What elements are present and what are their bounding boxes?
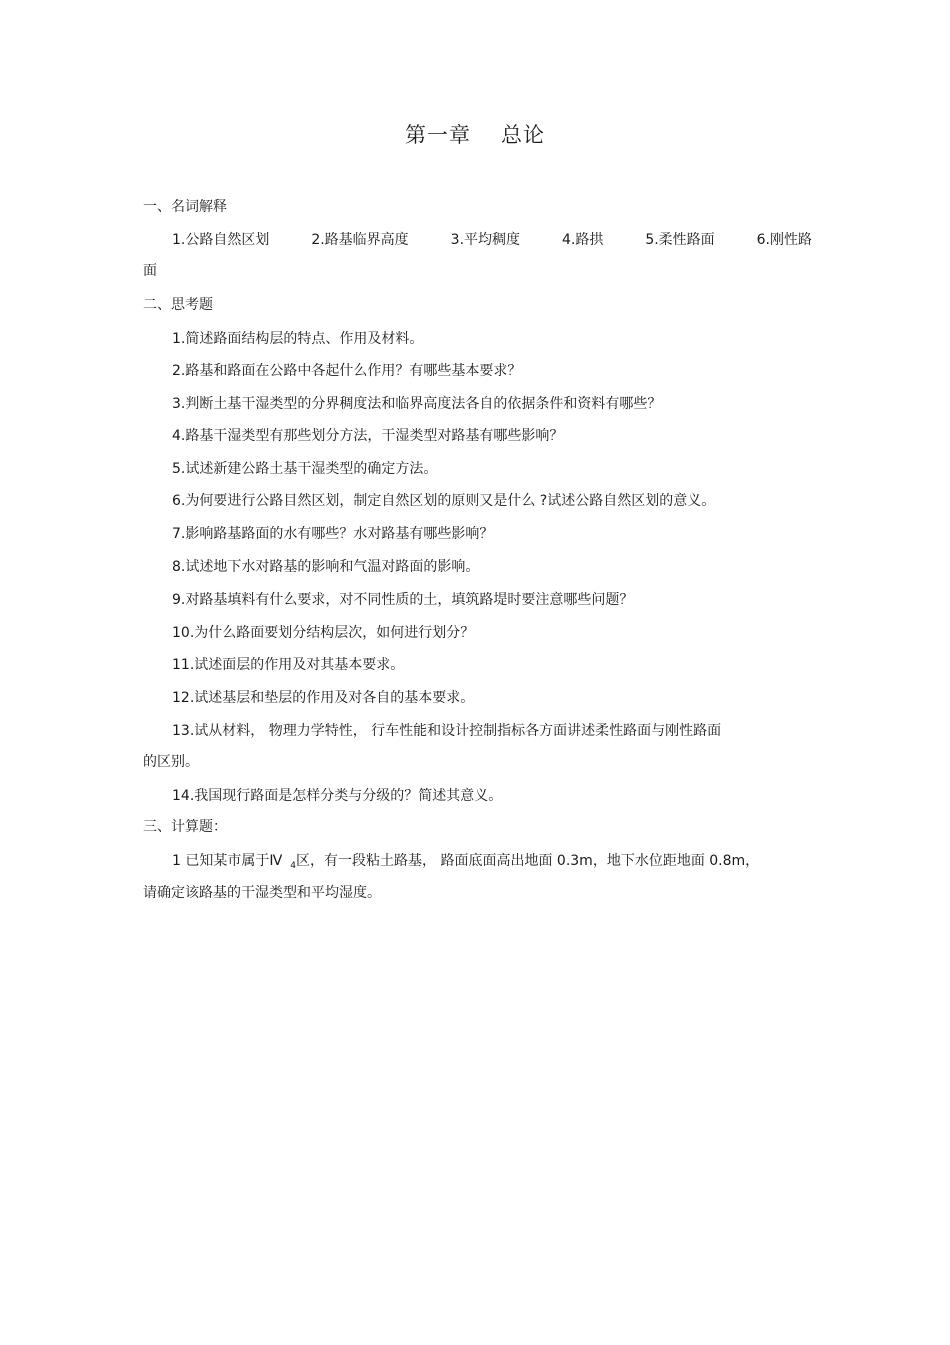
term-item: 5.柔性路面 [645,232,715,248]
section-heading-questions: 二、思考题 [143,297,213,313]
question-item: 7.影响路基路面的水有哪些？水对路基有哪些影响？ [172,526,494,542]
term-item: 1.公路自然区划 [172,232,270,248]
chapter-label: 第一章 [405,123,471,147]
section-heading-terms: 一、名词解释 [143,199,227,215]
chapter-name: 总论 [501,123,545,147]
calc-problem-line1 [172,852,759,875]
question-item: 5.试述新建公路土基干湿类型的确定方法。 [172,461,438,477]
question-item-wrap: 的区别。 [143,754,199,770]
term-item: 4.路拱 [561,232,604,248]
calc-problem-start: 1 已知某市属于Ⅳ [172,853,283,869]
question-item: 11.试述面层的作用及对其基本要求。 [172,657,405,673]
question-item: 4.路基干湿类型有那些划分方法，干湿类型对路基有哪些影响？ [172,428,564,444]
term-item: 2.路基临界高度 [311,232,409,248]
section-heading-calc: 三、计算题： [143,819,227,835]
term-list [172,231,812,249]
calc-problem-subscript: 4 [290,861,297,871]
calc-problem-rest: 区，有一段粘土路基， 路面底面高出地面 0.3m，地下水位距地面 0.8m， [296,853,760,869]
question-item: 2.路基和路面在公路中各起什么作用？有哪些基本要求？ [172,363,522,379]
question-item: 3.判断土基干湿类型的分界稠度法和临界高度法各自的依据条件和资料有哪些？ [172,396,662,412]
question-item: 1.简述路面结构层的特点、作用及材料。 [172,331,424,347]
question-item: 6.为何要进行公路目然区划，制定自然区划的原则又是什么 ?试述公路自然区划的意义。 [172,493,716,509]
chapter-title [0,119,950,149]
question-item: 10.为什么路面要划分结构层次，如何进行划分？ [172,625,475,641]
calc-problem-line2: 请确定该路基的干湿类型和平均湿度。 [143,885,381,901]
question-item: 9.对路基填料有什么要求，对不同性质的土，填筑路堤时要注意哪些问题？ [172,592,634,608]
question-item: 13.试从材料， 物理力学特性， 行车性能和设计控制指标各方面讲述柔性路面与刚性路面 [172,723,722,739]
term-item: 3.平均稠度 [450,232,521,248]
term-wrap: 面 [143,263,157,279]
question-item: 12.试述基层和垫层的作用及对各自的基本要求。 [172,690,475,706]
question-item: 8.试述地下水对路基的影响和气温对路面的影响。 [172,559,480,575]
term-item: 6.刚性路 [756,232,812,248]
question-item: 14.我国现行路面是怎样分类与分级的？简述其意义。 [172,788,503,804]
